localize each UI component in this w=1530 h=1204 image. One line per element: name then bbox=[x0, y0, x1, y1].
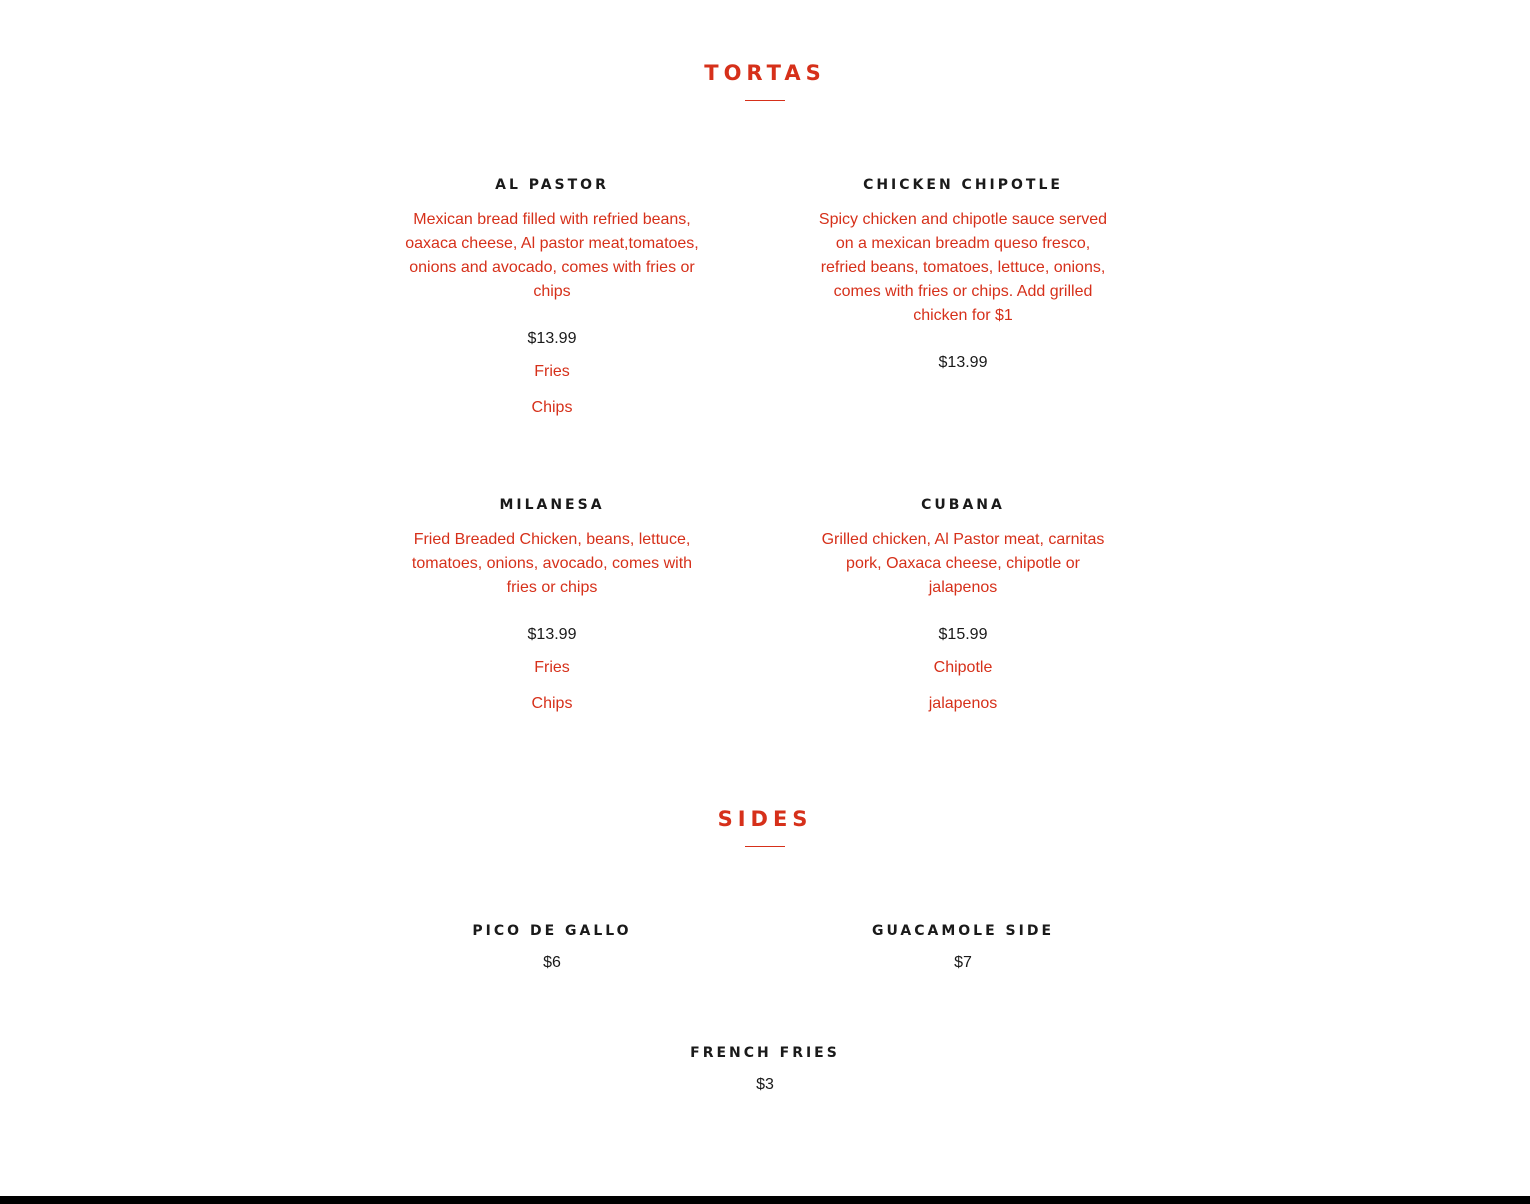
menu-item-milanesa bbox=[402, 495, 702, 729]
item-price: $6 bbox=[543, 954, 561, 971]
option-chipotle[interactable]: Chipotle bbox=[933, 659, 993, 676]
item-options bbox=[813, 657, 1113, 715]
menu-item-al-pastor bbox=[402, 175, 702, 433]
section-title-tortas: TORTAS bbox=[704, 61, 826, 85]
item-price: $3 bbox=[756, 1076, 774, 1093]
item-name: CUBANA bbox=[921, 497, 1005, 513]
option-jalapenos[interactable]: jalapenos bbox=[928, 695, 998, 712]
item-description: Spicy chicken and chipotle sauce served on a mexican breadm queso fresco, refried beans, tomatoes, lettuce, onions, comes with fries or chips. Add grilled chicken for $1 bbox=[818, 211, 1108, 324]
menu-item-french-fries bbox=[615, 1043, 915, 1096]
option-fries[interactable]: Fries bbox=[534, 363, 570, 380]
item-name: PICO DE GALLO bbox=[472, 923, 632, 939]
item-name: FRENCH FRIES bbox=[690, 1045, 840, 1061]
footer-bar bbox=[0, 1196, 1530, 1204]
menu-item-chicken-chipotle bbox=[813, 175, 1113, 374]
menu-item-guacamole-side bbox=[813, 921, 1113, 974]
menu-item-pico-de-gallo bbox=[402, 921, 702, 974]
item-price: $13.99 bbox=[527, 330, 577, 347]
option-chips[interactable]: Chips bbox=[531, 695, 573, 712]
menu-item-cubana bbox=[813, 495, 1113, 729]
section-divider bbox=[745, 100, 785, 101]
item-name: AL PASTOR bbox=[495, 177, 609, 193]
section-title-sides: SIDES bbox=[717, 807, 813, 831]
option-chips[interactable]: Chips bbox=[531, 399, 573, 416]
item-description: Fried Breaded Chicken, beans, lettuce, tomatoes, onions, avocado, comes with fries or chips bbox=[411, 531, 693, 596]
item-price: $13.99 bbox=[527, 626, 577, 643]
item-description: Mexican bread filled with refried beans, oaxaca cheese, Al pastor meat,tomatoes, onions and avocado, comes with fries or chips bbox=[405, 211, 699, 300]
option-fries[interactable]: Fries bbox=[534, 659, 570, 676]
item-name: GUACAMOLE SIDE bbox=[871, 923, 1055, 939]
item-price: $15.99 bbox=[938, 626, 988, 643]
item-options bbox=[402, 361, 702, 419]
section-divider bbox=[745, 846, 785, 847]
item-options bbox=[402, 657, 702, 715]
item-name: MILANESA bbox=[499, 497, 605, 513]
item-description: Grilled chicken, Al Pastor meat, carnitas pork, Oaxaca cheese, chipotle or jalapenos bbox=[821, 531, 1105, 596]
item-name: CHICKEN CHIPOTLE bbox=[863, 177, 1063, 193]
item-price: $7 bbox=[954, 954, 972, 971]
item-price: $13.99 bbox=[938, 354, 988, 371]
